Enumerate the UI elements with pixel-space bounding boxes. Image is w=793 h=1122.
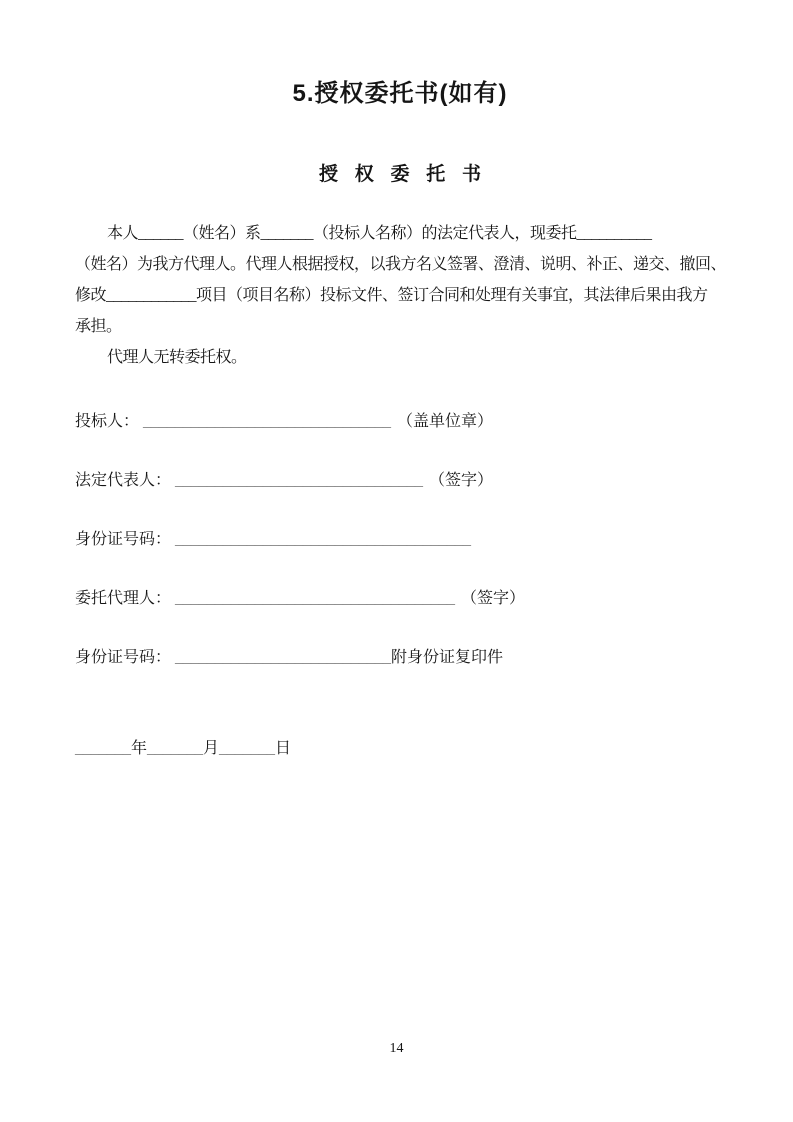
paragraph-line-2: （姓名）为我方代理人。代理人根据授权，以我方名义签署、澄清、说明、补正、递交、撤回、 [75, 256, 727, 273]
day-label: 日 [275, 740, 292, 757]
document-title: 授 权 委 托 书 [318, 164, 481, 185]
field-label: 法定代表人： [75, 472, 172, 489]
field-label: 身份证号码： [75, 531, 172, 548]
month-label: 月 [203, 740, 220, 757]
signature-fields [75, 411, 725, 668]
year-label: 年 [131, 740, 148, 757]
blank-line: _____________________________________ [175, 531, 472, 548]
month-blank: _______ [147, 740, 204, 757]
field-row-authorized-agent [75, 588, 725, 609]
field-label: 投标人： [75, 413, 140, 430]
paragraph-line-3: 修改____________项目（项目名称）投标文件、签订合同和处理有关事宜，其法律后果由我方 [75, 287, 708, 304]
field-suffix: （签字） [429, 472, 494, 489]
section-title: 5.授权委托书(如有) [292, 80, 508, 107]
field-label: 委托代理人： [75, 590, 172, 607]
blank-line: ___________________________________ [175, 590, 456, 607]
paragraph-line-4: 承担。 [75, 318, 122, 335]
field-suffix: （盖单位章） [397, 413, 494, 430]
field-row-legal-representative [75, 470, 725, 491]
field-suffix: （签字） [461, 590, 526, 607]
paragraph-line-1: 本人______（姓名）系_______（投标人名称）的法定代表人，现委托__________ [107, 225, 652, 242]
date-line [75, 738, 725, 759]
field-label: 身份证号码： [75, 649, 172, 666]
day-blank: _______ [219, 740, 276, 757]
note-line: 代理人无转委托权。 [107, 349, 247, 366]
page-number: 14 [389, 1041, 404, 1056]
field-row-id-number-2 [75, 647, 725, 668]
blank-line: _______________________________ [175, 472, 424, 489]
field-suffix: 附身份证复印件 [391, 649, 504, 666]
page-content [0, 78, 793, 759]
body-paragraph [75, 218, 725, 373]
field-row-bidder [75, 411, 725, 432]
blank-line: _______________________________ [143, 413, 392, 430]
year-blank: _______ [75, 740, 131, 757]
field-row-id-number-1 [75, 529, 725, 550]
blank-line: ___________________________ [175, 649, 392, 666]
